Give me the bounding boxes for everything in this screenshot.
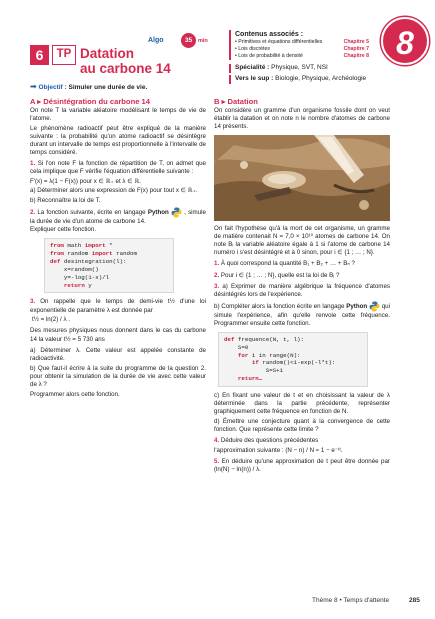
question-b3c: c) En fixant une valeur de t et en choisissant la valeur de λ déterminée dans la partie précédente, représenter graphiquement cette fréquence en fonction de N. [214,391,390,416]
section-b-title: B ▸ Datation [214,97,258,106]
question-a3c: Programmer alors cette fonction. [30,390,120,398]
section-a [30,97,206,400]
question-b1 [214,260,390,268]
question-b3 [214,283,390,299]
python-icon [171,207,182,218]
arrow-right-icon: ➡ [30,82,37,91]
code-line: return… [224,375,263,383]
page-title-line1: Datation [80,46,134,61]
contenus-item-chapter: Chapitre 7 [343,46,369,53]
code-line: S=S+1 [224,367,284,375]
code-line: from math import * [50,242,113,250]
question-number: 3. [214,282,220,290]
question-text: Déduire des questions précédentes [220,437,319,445]
equation-approx: l'approximation suivante : (N − n) / N ≈ 1 − e⁻ᵗᵗ. [214,446,343,454]
contenus-item-text: • Primitives et équations différentielles [235,39,323,46]
question-b2 [214,272,390,280]
question-number: 3. [30,298,36,306]
algo-label: Algo [148,37,164,44]
equation-half-life: t½ = ln(2) / λ . [32,316,70,324]
section-a-intro2: Le phénomène radioactif peut être expliqué de la manière suivante : la probabilité qu'un atome radioactif se désintègre durant un intervalle de temps est proportionnelle à l'intervalle de temps considéré. [30,124,206,157]
code-line: return y [63,281,92,289]
question-number: 1. [30,159,36,167]
footer-theme: Thème 8 • Temps d'attente [312,597,390,604]
specialite-label: Spécialité : [235,64,270,71]
code-line: for i in range(N): [237,351,301,359]
code-block-b [218,332,368,387]
code-block-a [44,238,174,293]
python-icon [369,301,380,312]
question-number: 5. [214,458,220,466]
contenus-item [235,39,369,46]
equation: F′(x) = λ(1 − F(x)) pour x ∈ ℝ₊ et λ ∈ ℝ. [30,177,141,185]
sup-label: Vers le sup : [235,75,274,82]
question-a3b: b) Que faut-il écrire à la suite du programme de la question 2. pour obtenir la simulation de la durée de vie avec cette valeur de λ ? [30,364,206,389]
section-b [214,97,390,476]
algo-tag [148,36,164,45]
duration-value: 35 [184,37,193,44]
question-a3a: a) Déterminer λ. Cette valeur est appelée constante de radioactivité. [30,346,206,362]
excavation-photo-illustration [214,135,390,221]
contenus-item [235,53,369,60]
contenus-item-chapter: Chapitre 8 [343,53,369,60]
tp-label: TP [52,45,76,65]
section-b-hypothesis: On fait l'hypothèse qu'à la mort de cet organisme, un gramme de matière contenait N = 7,0 × 10¹⁰ atomes de carbone 14. On note Bᵢ la variable aléatoire égale à 1 si l'atome de carbone 14 numéro i s'est désintégré et à 0 sinon, pour i ∈ {1 ; … ; N}. [214,224,390,257]
duration-badge [181,33,196,48]
objectif [30,82,147,93]
question-text: b) Compléter alors la fonction écrite en langage [214,302,345,310]
code-line: def frequence(N, t, l): [224,335,305,343]
question-text-explain: Expliquer cette fonction. [30,226,97,234]
vers-le-sup-line [229,75,366,84]
chapter-badge: 8 [381,17,429,65]
question-number: 2. [214,271,220,279]
question-a3-measure: Des mesures physiques nous donnent dans le cas du carbone 14 la valeur t½ = 5 730 ans [30,327,206,343]
contenus-title: Contenus associés : [235,31,304,38]
question-b5 [214,458,390,474]
question-b3b [214,301,390,328]
contenus-item-text: • Lois discrètes [235,46,270,53]
question-text: Si l'on note F la fonction de répartition de T, on admet que cela implique que F vérifie l'équation différentielle suivante : [30,159,206,175]
code-line: S=0 [224,343,249,351]
duration-unit: min [198,38,208,44]
objectif-text: Simuler une durée de vie. [68,84,148,91]
question-a3 [30,298,206,314]
code-line: y=-log(1-x)/l [50,273,110,281]
sup-text: Biologie, Physique, Archéologie [275,75,367,82]
question-b3d: d) Émettre une conjecture quant à la convergence de cette fonction. Que représente cette limite ? [214,417,390,434]
specialite-text: Physique, SVT, NSI [271,64,328,71]
question-number: 4. [214,437,220,445]
question-text: La fonction suivante, écrite en langage [37,209,146,217]
section-a-intro1: On note T la variable aléatoire modélisant le temps de vie de l'atome. [30,107,206,123]
code-line: def desintegration(l): [50,258,127,266]
question-text: Pour i ∈ {1 ; … ; N}, quelle est la loi de Bᵢ ? [220,271,340,279]
question-text: On rappelle que le temps de demi-vie t½ d'une loi exponentielle de paramètre λ est donnée par [30,298,206,314]
contenus-associes-box [229,30,369,60]
python-label: Python [147,209,169,217]
question-a2 [30,207,206,234]
question-text-cont: , simule la durée de vie d'un atome de carbone 14. [30,209,206,226]
contenus-item-text: • Lois de probabilité à densité [235,53,303,60]
question-a1 [30,160,206,176]
contenus-item-chapter: Chapitre 5 [343,39,369,46]
contenus-item [235,46,369,53]
python-label: Python [346,302,368,310]
question-b4 [214,437,390,445]
code-line: if random()<1-exp(-l*t): [251,359,336,367]
section-b-intro: On considère un gramme d'un organisme fossile dont on veut établir la datation et on note n le nombre d'atomes de carbone 14 présents. [214,107,390,131]
question-number: 2. [30,209,36,217]
specialite-line [229,64,328,73]
question-a1b: b) Reconnaître la loi de T. [30,196,101,204]
question-number: 1. [214,260,220,268]
excavation-photo [214,135,390,221]
code-line: from random import random [50,250,137,258]
code-line: x=random() [50,265,99,273]
page-title-line2: au carbone 14 [80,61,171,76]
question-text-cont: qui simule l'expérience, afin qu'elle renvoie cette fréquence. Programmer ensuite cette fonction. [214,302,390,327]
question-text: a) Exprimer de manière algébrique la fréquence d'atomes désintégrés lors de l'expérience. [214,282,390,298]
question-a1a: a) Déterminer alors une expression de F(x) pour tout x ∈ ℝ₊. [30,187,198,195]
page-number: 285 [409,597,420,604]
question-text: À quoi correspond la quantité B₁ + B₂ + … + Bₙ ? [220,260,355,268]
tp-number: 6 [30,45,49,65]
objectif-label: Objectif : [38,84,67,91]
question-text: En déduire qu'une approximation de t peut être donnée par (ln(N) − ln(n)) / λ. [214,458,390,474]
section-a-title: A ▸ Désintégration du carbone 14 [30,97,150,106]
